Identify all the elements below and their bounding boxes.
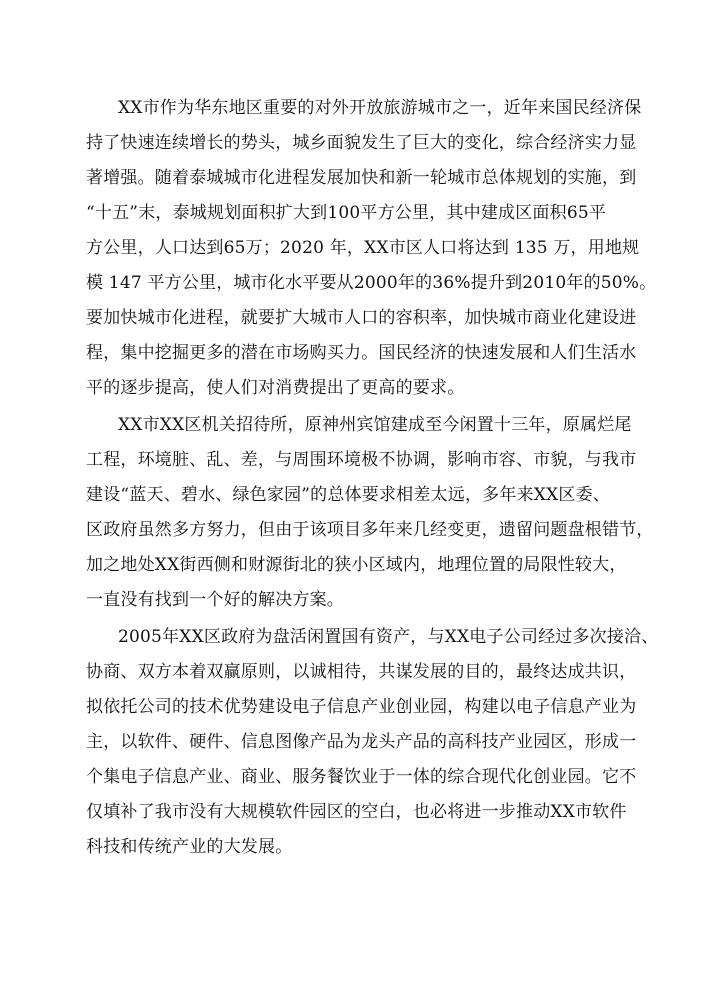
paragraph-2-line-3: 建设“蓝天、碧水、绿色家园”的总体要求相差太远，多年来XX区委、 <box>86 485 610 505</box>
paragraph-2-line-4: 区政府虽然多方努力，但由于该项目多年来几经变更，遗留问题盘根错节， <box>86 520 654 540</box>
paragraph-1-line-1: XX市作为华东地区重要的对外开放旅游城市之一，近年来国民经济保 <box>118 98 642 118</box>
paragraph-2-line-1: XX市XX区机关招待所，原神州宾馆建成至今闲置十三年，原属烂尾 <box>118 415 632 435</box>
paragraph-1-line-6: 模 147 平方公里，城市化水平要从2000年的36%提升到2010年的50%。 <box>86 273 657 293</box>
paragraph-2-line-5: 加之地处XX街西侧和财源街北的狭小区域内，地理位置的局限性较大， <box>86 555 627 575</box>
paragraph-3-line-4: 主，以软件、硬件、信息图像产品为龙头产品的高科技产业园区，形成一 <box>86 732 637 752</box>
paragraph-3-line-1: 2005年XX区政府为盘活闲置国有资产，与XX电子公司经过多次接洽、 <box>118 627 659 647</box>
paragraph-1-line-8: 程，集中挖掘更多的潜在市场购买力。国民经济的快速发展和人们生活水 <box>86 343 637 363</box>
paragraph-1-line-5: 方公里，人口达到65万；2020 年，XX市区人口将达到 135 万，用地规 <box>86 238 640 258</box>
paragraph-2-line-6: 一直没有找到一个好的解决方案。 <box>86 590 344 610</box>
paragraph-3-line-3: 拟依托公司的技术优势建设电子信息产业创业园，构建以电子信息产业为 <box>86 697 637 717</box>
paragraph-2-line-2: 工程，环境脏、乱、差，与周围环境极不协调，影响市容、市貌，与我市 <box>86 450 637 470</box>
paragraph-1-line-2: 持了快速连续增长的势头，城乡面貌发生了巨大的变化，综合经济实力显 <box>86 133 637 153</box>
paragraph-1-line-4: “十五”末，泰城规划面积扩大到100平方公里，其中建成区面积65平 <box>86 203 607 223</box>
paragraph-1-line-3: 著增强。随着泰城城市化进程发展加快和新一轮城市总体规划的实施，到 <box>86 168 637 188</box>
paragraph-1-line-7: 要加快城市化进程，就要扩大城市人口的容积率，加快城市商业化建设进 <box>86 308 637 328</box>
paragraph-3-line-5: 个集电子信息产业、商业、服务餐饮业于一体的综合现代化创业园。它不 <box>86 767 637 787</box>
paragraph-3-line-7: 科技和传统产业的大发展。 <box>86 837 293 857</box>
paragraph-1-line-9: 平的逐步提高，使人们对消费提出了更高的要求。 <box>86 378 465 398</box>
paragraph-3-line-6: 仅填补了我市没有大规模软件园区的空白，也必将进一步推动XX市软件 <box>86 802 627 822</box>
paragraph-3-line-2: 协商、双方本着双赢原则，以诚相待，共谋发展的目的，最终达成共识， <box>86 662 637 682</box>
